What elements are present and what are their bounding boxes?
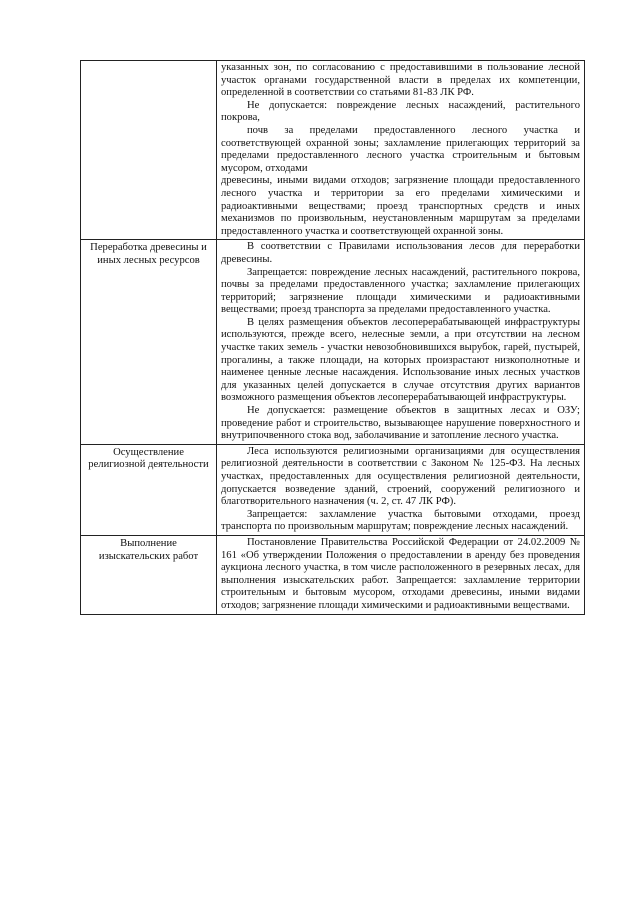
paragraph: В целях размещения объектов лесоперерабатывающей инфраструктуры используются, прежде всего, нелесные земли, а при отсутствии на лесном участке таких земель - участки невозобновившихся вырубок, гарей, пустырей, прогалины, а также площади, на которых произрастают низкополнотные и наименее ценные лесные насаждения. Использование иных лесных участков для указанных целей допускается в случае отсутствия других вариантов возможного размещения объектов лесоперерабатывающей инфраструктуры. (221, 316, 580, 404)
paragraph: Постановление Правительства Российской Федерации от 24.02.2009 № 161 «Об утверждении Положения о предоставлении в аренду без проведения аукциона лесного участка, в том числе расположенного в резервных лесах, для выполнения изыскательских работ. Запрещается: захламление территории строительным и бытовым мусором, отходами древесины, иными видами отходов; загрязнение площади химическими и радиоактивными веществами. (221, 536, 580, 611)
paragraph: Не допускается: размещение объектов в защитных лесах и ОЗУ; проведение работ и строительство, вызывающее нарушение поверхностного и внутрипочвенного стока вод, заболачивание и затопление лесного участка. (221, 405, 580, 442)
activity-type-cell: Переработка древесины и иных лесных ресурсов (81, 240, 217, 445)
paragraph: почв за пределами предоставленного лесного участка и соответствующей охранной зоны; захламление прилегающих территорий за пределами предоставленного лесного участка строительным и бытовым мусором, отходами (221, 124, 580, 174)
requirements-cell (217, 444, 585, 535)
paragraph: Леса используются религиозными организациями для осуществления религиозной деятельности в соответствии с Законом № 125-ФЗ. На лесных участках, предоставленных для осуществления религиозной деятельности, допускается возведение зданий, строений, сооружений религиозного и благотворительного назначения (ч. 2, ст. 47 ЛК РФ). (221, 445, 580, 508)
requirements-cell (217, 61, 585, 240)
paragraph: Запрещается: захламление участка бытовыми отходами, проезд транспорта по произвольным маршрутам; повреждение лесных насаждений. (221, 508, 580, 533)
table-row (81, 535, 585, 614)
regulations-table (80, 60, 585, 615)
paragraph: указанных зон, по согласованию с предоставившими в пользование лесной участок органами государственной власти в пределах их компетенции, определенной в соответствии со статьями 81-83 ЛК РФ. (221, 62, 580, 99)
requirements-cell (217, 535, 585, 614)
paragraph: В соответствии с Правилами использования лесов для переработки древесины. (221, 241, 580, 265)
activity-type-cell (81, 61, 217, 240)
table-row (81, 240, 585, 445)
paragraph: Не допускается: повреждение лесных насаждений, растительного покрова, (221, 99, 580, 124)
activity-type-cell: Осуществление религиозной деятельности (81, 444, 217, 535)
table-row (81, 61, 585, 240)
requirements-cell (217, 240, 585, 445)
paragraph: Запрещается: повреждение лесных насаждений, растительного покрова, почвы за пределами предоставленного участка; захламление прилегающих территорий; загрязнение площади химическими и радиоактивными веществами; проезд транспорта за пределами предоставленного участка. (221, 266, 580, 316)
table-row (81, 444, 585, 535)
activity-type-cell: Выполнение изыскательских работ (81, 535, 217, 614)
paragraph: древесины, иными видами отходов; загрязнение площади предоставленного лесного участка и территории за его пределами химическими и радиоактивными веществами; проезд транспортных средств и иных механизмов по произвольным, неустановленным маршрутам за пределами предоставленного участка и соответствующей охранной зоны. (221, 175, 580, 237)
